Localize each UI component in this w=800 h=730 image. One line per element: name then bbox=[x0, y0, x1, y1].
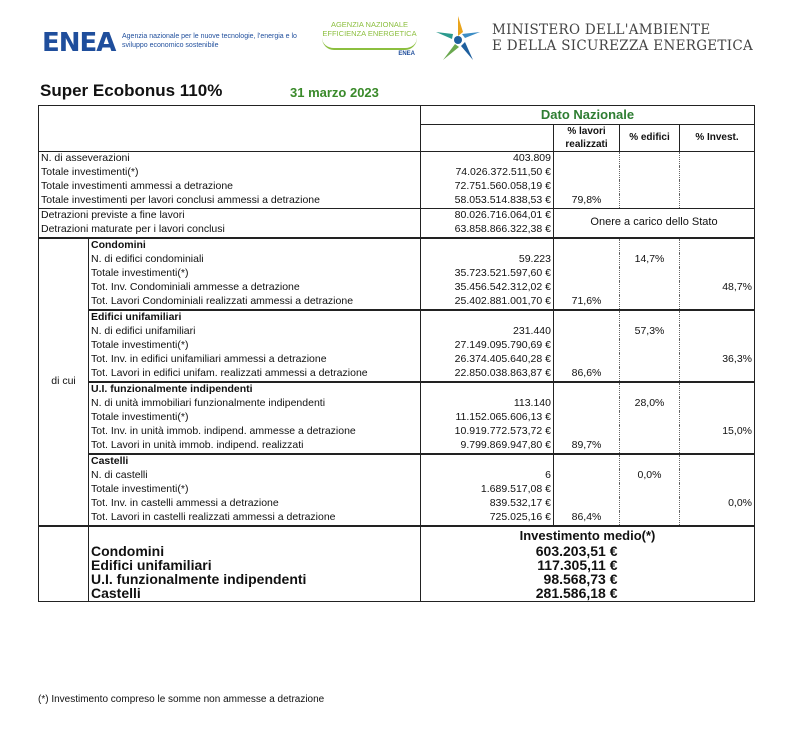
row-pct-lavori: 86,4% bbox=[554, 511, 620, 526]
ministry-line1: MINISTERO DELL'AMBIENTE bbox=[492, 22, 711, 38]
row-value: 35.723.521.597,60 € bbox=[421, 267, 554, 281]
row-pct-invest bbox=[680, 397, 755, 411]
row-pct-invest: 0,0% bbox=[680, 497, 755, 511]
row-pct-lavori bbox=[554, 397, 620, 411]
row-pct-edifici bbox=[620, 497, 680, 511]
col-invest-header: % Invest. bbox=[680, 124, 755, 151]
row-label: Totale investimenti(*) bbox=[89, 411, 421, 425]
section-title-row bbox=[39, 238, 755, 253]
row-pct-invest bbox=[680, 253, 755, 267]
onere-label: Onere a carico dello Stato bbox=[554, 208, 755, 238]
efficiency-small: ENEA bbox=[398, 51, 415, 57]
table-row bbox=[39, 511, 755, 526]
row-label: N. di asseverazioni bbox=[39, 151, 421, 166]
row-value: 25.402.881.001,70 € bbox=[421, 295, 554, 310]
ministry-line2: E DELLA SICUREZZA ENERGETICA bbox=[492, 38, 754, 54]
row-pct-edifici bbox=[620, 483, 680, 497]
row-value: 231.440 bbox=[421, 325, 554, 339]
investimento-medio-header: Investimento medio(*) bbox=[421, 526, 755, 545]
row-pct-lavori: 79,8% bbox=[554, 194, 620, 209]
row-pct-lavori bbox=[554, 353, 620, 367]
row-pct-edifici: 28,0% bbox=[620, 397, 680, 411]
medio-row bbox=[39, 587, 755, 602]
row-label: Tot. Lavori in castelli realizzati ammessi a detrazione bbox=[89, 511, 421, 526]
row-pct-lavori bbox=[554, 411, 620, 425]
row-value: 58.053.514.838,53 € bbox=[421, 194, 554, 209]
row-pct-lavori bbox=[554, 267, 620, 281]
row-pct-edifici bbox=[620, 367, 680, 382]
table-row bbox=[39, 151, 755, 166]
page-title: Super Ecobonus 110% bbox=[40, 81, 223, 100]
report-date: 31 marzo 2023 bbox=[290, 85, 379, 100]
row-pct-edifici bbox=[620, 511, 680, 526]
row-label: Detrazioni maturate per i lavori conclusi bbox=[39, 223, 421, 238]
row-pct-invest bbox=[680, 483, 755, 497]
medio-row bbox=[39, 545, 755, 559]
section-title: Condomini bbox=[89, 238, 421, 253]
row-value: 35.456.542.312,02 € bbox=[421, 281, 554, 295]
medio-label: U.I. funzionalmente indipendenti bbox=[89, 573, 421, 587]
footnote: (*) Investimento compreso le somme non ammesse a detrazione bbox=[38, 694, 325, 705]
row-pct-lavori bbox=[554, 253, 620, 267]
row-pct-lavori: 71,6% bbox=[554, 295, 620, 310]
table-row bbox=[39, 295, 755, 310]
enea-logo: ENEA bbox=[42, 28, 116, 58]
row-pct-invest: 48,7% bbox=[680, 281, 755, 295]
row-label: N. di castelli bbox=[89, 469, 421, 483]
section-title: Edifici unifamiliari bbox=[89, 310, 421, 325]
table-row bbox=[39, 397, 755, 411]
medio-value: 117.305,11 € bbox=[421, 559, 620, 573]
row-pct-lavori: 89,7% bbox=[554, 439, 620, 454]
row-label: Tot. Lavori Condominiali realizzati ammessi a detrazione bbox=[89, 295, 421, 310]
section-title-row bbox=[39, 382, 755, 397]
row-label: Tot. Inv. in edifici unifamiliari ammessi a detrazione bbox=[89, 353, 421, 367]
section-title: Castelli bbox=[89, 454, 421, 469]
row-pct-edifici bbox=[620, 281, 680, 295]
row-label: Totale investimenti(*) bbox=[89, 267, 421, 281]
row-label: N. di unità immobiliari funzionalmente indipendenti bbox=[89, 397, 421, 411]
medio-label: Edifici unifamiliari bbox=[89, 559, 421, 573]
ministry-name bbox=[492, 22, 753, 54]
row-value: 26.374.405.640,28 € bbox=[421, 353, 554, 367]
row-pct-edifici: 14,7% bbox=[620, 253, 680, 267]
row-value: 725.025,16 € bbox=[421, 511, 554, 526]
table-row bbox=[39, 339, 755, 353]
row-pct-invest: 15,0% bbox=[680, 425, 755, 439]
enea-tagline: Agenzia nazionale per le nuove tecnologie, l'energia e lo sviluppo economico sostenibile bbox=[122, 33, 297, 49]
row-label: Totale investimenti(*) bbox=[89, 339, 421, 353]
section-title-row bbox=[39, 310, 755, 325]
row-pct-edifici bbox=[620, 425, 680, 439]
row-value: 27.149.095.790,69 € bbox=[421, 339, 554, 353]
row-label: Totale investimenti(*) bbox=[89, 483, 421, 497]
row-pct-lavori bbox=[554, 281, 620, 295]
row-value: 72.751.560.058,19 € bbox=[421, 180, 554, 194]
row-pct-lavori bbox=[554, 497, 620, 511]
section-title: U.I. funzionalmente indipendenti bbox=[89, 382, 421, 397]
row-label: Tot. Lavori in unità immob. indipend. realizzati bbox=[89, 439, 421, 454]
section-title-row bbox=[39, 454, 755, 469]
row-pct-invest bbox=[680, 439, 755, 454]
row-pct-lavori bbox=[554, 469, 620, 483]
row-pct-invest bbox=[680, 367, 755, 382]
row-label: Tot. Inv. in unità immob. indipend. ammesse a detrazione bbox=[89, 425, 421, 439]
medio-value: 281.586,18 € bbox=[421, 587, 620, 602]
row-pct-invest bbox=[680, 295, 755, 310]
row-value: 9.799.869.947,80 € bbox=[421, 439, 554, 454]
medio-row bbox=[39, 559, 755, 573]
row-value: 403.809 bbox=[421, 151, 554, 166]
row-pct-invest: 36,3% bbox=[680, 353, 755, 367]
row-value: 1.689.517,08 € bbox=[421, 483, 554, 497]
row-pct-edifici bbox=[620, 439, 680, 454]
row-label: Tot. Inv. Condominiali ammesse a detrazione bbox=[89, 281, 421, 295]
table-row bbox=[39, 325, 755, 339]
row-value: 74.026.372.511,50 € bbox=[421, 166, 554, 180]
row-value: 10.919.772.573,72 € bbox=[421, 425, 554, 439]
medio-value: 603.203,51 € bbox=[421, 545, 620, 559]
ministry-star-icon bbox=[433, 14, 483, 64]
row-pct-edifici bbox=[620, 267, 680, 281]
row-label: N. di edifici unifamiliari bbox=[89, 325, 421, 339]
row-label: Detrazioni previste a fine lavori bbox=[39, 208, 421, 223]
table-row bbox=[39, 497, 755, 511]
col-lavori-header: % lavori realizzati bbox=[554, 124, 620, 151]
row-label: Totale investimenti(*) bbox=[39, 166, 421, 180]
dato-nazionale-header: Dato Nazionale bbox=[421, 106, 755, 125]
row-pct-lavori bbox=[554, 325, 620, 339]
table-row bbox=[39, 194, 755, 209]
table-row bbox=[39, 208, 755, 223]
table-row bbox=[39, 166, 755, 180]
row-label: Totale investimenti ammessi a detrazione bbox=[39, 180, 421, 194]
row-pct-lavori bbox=[554, 339, 620, 353]
swoosh-icon bbox=[322, 38, 417, 50]
table-row bbox=[39, 411, 755, 425]
efficiency-line1: AGENZIA NAZIONALE bbox=[330, 20, 409, 29]
di-cui-label: di cui bbox=[39, 238, 89, 526]
row-pct-edifici bbox=[620, 411, 680, 425]
row-pct-invest bbox=[680, 469, 755, 483]
table-row bbox=[39, 439, 755, 454]
table-row bbox=[39, 267, 755, 281]
row-value: 113.140 bbox=[421, 397, 554, 411]
row-label: N. di edifici condominiali bbox=[89, 253, 421, 267]
row-pct-edifici: 0,0% bbox=[620, 469, 680, 483]
row-pct-invest bbox=[680, 411, 755, 425]
row-pct-edifici bbox=[620, 353, 680, 367]
row-pct-edifici: 57,3% bbox=[620, 325, 680, 339]
row-value: 59.223 bbox=[421, 253, 554, 267]
table-row bbox=[39, 180, 755, 194]
row-pct-invest bbox=[680, 267, 755, 281]
table-row bbox=[39, 281, 755, 295]
efficiency-line2: EFFICIENZA ENERGETICA bbox=[322, 29, 417, 38]
medio-label: Condomini bbox=[89, 545, 421, 559]
header bbox=[0, 0, 800, 75]
table-row bbox=[39, 353, 755, 367]
row-pct-lavori: 86,6% bbox=[554, 367, 620, 382]
row-label: Totale investimenti per lavori conclusi ammessi a detrazione bbox=[39, 194, 421, 209]
table-row bbox=[39, 469, 755, 483]
efficiency-agency-logo bbox=[312, 20, 427, 59]
table-row bbox=[39, 483, 755, 497]
col-edifici-header: % edifici bbox=[620, 124, 680, 151]
table-row bbox=[39, 425, 755, 439]
medio-value: 98.568,73 € bbox=[421, 573, 620, 587]
row-label: Tot. Inv. in castelli ammessi a detrazione bbox=[89, 497, 421, 511]
row-value: 11.152.065.606,13 € bbox=[421, 411, 554, 425]
row-pct-lavori bbox=[554, 425, 620, 439]
row-pct-invest bbox=[680, 511, 755, 526]
ecobonus-table bbox=[38, 105, 755, 602]
row-pct-edifici bbox=[620, 339, 680, 353]
table-row bbox=[39, 253, 755, 267]
row-pct-invest bbox=[680, 339, 755, 353]
row-pct-edifici bbox=[620, 295, 680, 310]
row-value: 80.026.716.064,01 € bbox=[421, 208, 554, 223]
medio-row bbox=[39, 573, 755, 587]
table-row bbox=[39, 367, 755, 382]
row-label: Tot. Lavori in edifici unifam. realizzati ammessi a detrazione bbox=[89, 367, 421, 382]
row-value: 6 bbox=[421, 469, 554, 483]
medio-label: Castelli bbox=[89, 587, 421, 602]
row-pct-invest bbox=[680, 325, 755, 339]
row-value: 63.858.866.322,38 € bbox=[421, 223, 554, 238]
row-pct-lavori bbox=[554, 483, 620, 497]
row-value: 22.850.038.863,87 € bbox=[421, 367, 554, 382]
row-value: 839.532,17 € bbox=[421, 497, 554, 511]
